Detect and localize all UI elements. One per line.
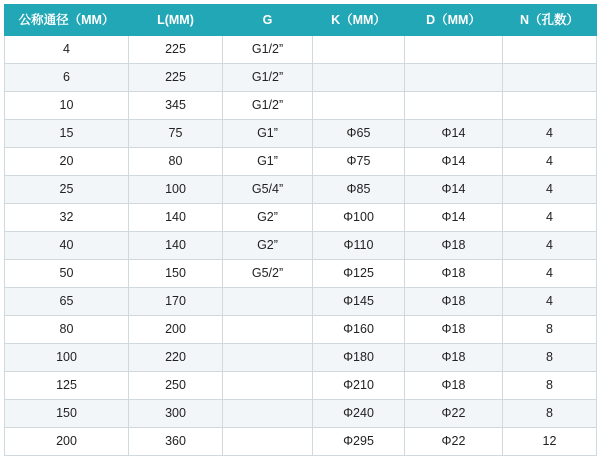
- column-header-l: L(MM): [129, 5, 223, 36]
- cell-d: Φ18: [405, 232, 503, 260]
- cell-l: 225: [129, 36, 223, 64]
- cell-g: [223, 400, 313, 428]
- cell-g: G1/2”: [223, 36, 313, 64]
- cell-k: Φ295: [313, 428, 405, 456]
- table-row: [5, 204, 597, 232]
- specification-table: [4, 4, 597, 456]
- cell-n: 4: [503, 260, 597, 288]
- cell-l: 250: [129, 372, 223, 400]
- cell-g: [223, 428, 313, 456]
- cell-nominal-diameter: 4: [5, 36, 129, 64]
- cell-g: [223, 316, 313, 344]
- cell-nominal-diameter: 15: [5, 120, 129, 148]
- cell-k: Φ240: [313, 400, 405, 428]
- cell-nominal-diameter: 65: [5, 288, 129, 316]
- cell-nominal-diameter: 10: [5, 92, 129, 120]
- cell-nominal-diameter: 25: [5, 176, 129, 204]
- cell-l: 150: [129, 260, 223, 288]
- cell-k: Φ100: [313, 204, 405, 232]
- cell-l: 360: [129, 428, 223, 456]
- table-row: [5, 64, 597, 92]
- cell-nominal-diameter: 200: [5, 428, 129, 456]
- cell-g: [223, 372, 313, 400]
- cell-n: [503, 64, 597, 92]
- table-row: [5, 120, 597, 148]
- cell-g: [223, 288, 313, 316]
- table-row: [5, 428, 597, 456]
- table-row: [5, 148, 597, 176]
- cell-l: 100: [129, 176, 223, 204]
- table-row: [5, 288, 597, 316]
- cell-k: Φ210: [313, 372, 405, 400]
- cell-n: 8: [503, 344, 597, 372]
- column-header-d: D（MM）: [405, 5, 503, 36]
- column-header-n: N（孔数）: [503, 5, 597, 36]
- table-row: [5, 260, 597, 288]
- cell-g: G2”: [223, 232, 313, 260]
- cell-l: 140: [129, 204, 223, 232]
- cell-nominal-diameter: 6: [5, 64, 129, 92]
- cell-k: Φ180: [313, 344, 405, 372]
- table-header-row: [5, 5, 597, 36]
- cell-g: [223, 344, 313, 372]
- cell-k: Φ160: [313, 316, 405, 344]
- cell-nominal-diameter: 125: [5, 372, 129, 400]
- cell-n: 12: [503, 428, 597, 456]
- cell-d: Φ18: [405, 288, 503, 316]
- cell-l: 80: [129, 148, 223, 176]
- cell-n: 4: [503, 148, 597, 176]
- cell-n: 4: [503, 176, 597, 204]
- cell-l: 200: [129, 316, 223, 344]
- table-row: [5, 344, 597, 372]
- cell-d: [405, 36, 503, 64]
- cell-k: [313, 92, 405, 120]
- cell-d: Φ18: [405, 316, 503, 344]
- cell-l: 225: [129, 64, 223, 92]
- cell-d: [405, 92, 503, 120]
- column-header-k: K（MM）: [313, 5, 405, 36]
- table-row: [5, 316, 597, 344]
- cell-k: [313, 36, 405, 64]
- cell-nominal-diameter: 50: [5, 260, 129, 288]
- cell-g: G1/2”: [223, 92, 313, 120]
- cell-nominal-diameter: 32: [5, 204, 129, 232]
- cell-n: 4: [503, 120, 597, 148]
- table-row: [5, 92, 597, 120]
- cell-g: G1”: [223, 148, 313, 176]
- cell-n: 8: [503, 400, 597, 428]
- cell-d: Φ14: [405, 120, 503, 148]
- table-row: [5, 400, 597, 428]
- cell-g: G1/2”: [223, 64, 313, 92]
- cell-k: Φ65: [313, 120, 405, 148]
- cell-l: 300: [129, 400, 223, 428]
- table-header: [5, 5, 597, 36]
- cell-l: 75: [129, 120, 223, 148]
- cell-g: G5/2”: [223, 260, 313, 288]
- cell-nominal-diameter: 150: [5, 400, 129, 428]
- column-header-g: G: [223, 5, 313, 36]
- cell-n: 8: [503, 316, 597, 344]
- cell-k: Φ110: [313, 232, 405, 260]
- cell-k: Φ145: [313, 288, 405, 316]
- column-header-nominal-diameter: 公称通径（MM）: [5, 5, 129, 36]
- cell-k: Φ75: [313, 148, 405, 176]
- cell-d: Φ14: [405, 176, 503, 204]
- table-row: [5, 176, 597, 204]
- cell-n: 4: [503, 204, 597, 232]
- cell-d: Φ14: [405, 148, 503, 176]
- table-row: [5, 372, 597, 400]
- cell-n: 4: [503, 288, 597, 316]
- cell-l: 170: [129, 288, 223, 316]
- cell-d: Φ18: [405, 344, 503, 372]
- cell-l: 140: [129, 232, 223, 260]
- cell-k: Φ85: [313, 176, 405, 204]
- cell-l: 220: [129, 344, 223, 372]
- cell-k: [313, 64, 405, 92]
- cell-n: [503, 92, 597, 120]
- cell-n: [503, 36, 597, 64]
- table-row: [5, 36, 597, 64]
- cell-d: Φ18: [405, 260, 503, 288]
- cell-g: G2”: [223, 204, 313, 232]
- cell-k: Φ125: [313, 260, 405, 288]
- table-row: [5, 232, 597, 260]
- cell-nominal-diameter: 100: [5, 344, 129, 372]
- cell-nominal-diameter: 80: [5, 316, 129, 344]
- cell-g: G5/4”: [223, 176, 313, 204]
- cell-d: Φ18: [405, 372, 503, 400]
- cell-d: Φ22: [405, 400, 503, 428]
- table-body: [5, 36, 597, 456]
- cell-d: Φ22: [405, 428, 503, 456]
- cell-d: [405, 64, 503, 92]
- cell-n: 8: [503, 372, 597, 400]
- cell-l: 345: [129, 92, 223, 120]
- cell-d: Φ14: [405, 204, 503, 232]
- cell-nominal-diameter: 20: [5, 148, 129, 176]
- cell-n: 4: [503, 232, 597, 260]
- cell-nominal-diameter: 40: [5, 232, 129, 260]
- cell-g: G1”: [223, 120, 313, 148]
